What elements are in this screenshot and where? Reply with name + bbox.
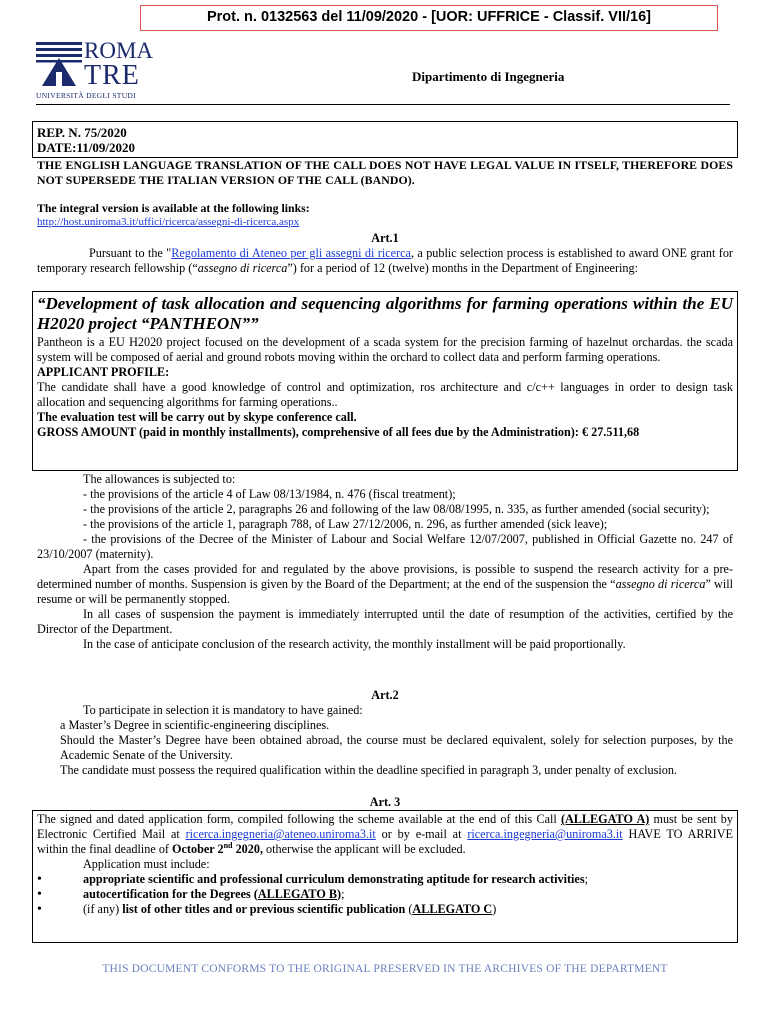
interrupt-text: In all cases of suspension the payment is immediately interrupted until the date of resumption of the activities, certified by the Director of the Department. (37, 607, 733, 636)
integral-link[interactable]: http://host.uniroma3.it/uffici/ricerca/assegni-di-ricerca.aspx (37, 216, 300, 228)
list-item: • autocertification for the Degrees (ALLEGATO B); (37, 887, 733, 902)
list-item: • appropriate scientific and professional curriculum demonstrating aptitude for research activities; (37, 872, 733, 887)
disclaimer: THE ENGLISH LANGUAGE TRANSLATION OF THE CALL DOES NOT HAVE LEGAL VALUE IN ITSELF, THEREFORE DOES NOT SUPERSEDE THE ITALIAN VERSION OF THE CALL (BANDO). (37, 158, 733, 187)
logo-tre: TRE (84, 60, 140, 91)
gross-amount: GROSS AMOUNT (paid in monthly installments), comprehensive of all fees due by the Administration): € 27.511,68 (37, 425, 640, 439)
allowances (37, 472, 733, 652)
requirements-list (37, 872, 733, 917)
email-link[interactable]: ricerca.ingegneria@uniroma3.it (467, 827, 623, 841)
rep-box (32, 121, 738, 158)
integral-label: The integral version is available at the following links: (37, 201, 310, 215)
logo-emblem-icon (36, 42, 82, 86)
footer-conformity: THIS DOCUMENT CONFORMS TO THE ORIGINAL PRESERVED IN THE ARCHIVES OF THE DEPARTMENT (102, 963, 668, 975)
protocol-stamp: Prot. n. 0132563 del 11/09/2020 - [UOR: UFFRICE - Classif. VII/16] (140, 5, 718, 31)
art2-heading: Art.2 (371, 688, 399, 702)
allowance-line: - the provisions of the article 4 of Law 08/13/1984, n. 476 (fiscal treatment); (83, 487, 456, 501)
application-box (32, 810, 738, 943)
suspension-text: Apart from the cases provided for and regulated by the above provisions, is possible to suspend the research activity for a pre-determined number of months. Suspension is given by the Board of the Department; at the end of the suspension the “assegno di ricerca” will resume or will be permanently stopped. (37, 562, 733, 606)
allowance-line: - the provisions of the Decree of the Minister of Labour and Social Welfare 12/07/2007, published in Official Gazette no. 247 of 23/10/2007 (maternity). (37, 532, 733, 561)
profile-text: The candidate shall have a good knowledge of control and optimization, ros architecture and c/c++ languages in order to design task allocation and sequencing algorithms for farming operations.. (37, 380, 733, 409)
art3-heading: Art. 3 (369, 795, 401, 809)
art2-line: To participate in selection it is mandatory to have gained: (83, 703, 363, 717)
rep-number: REP. N. 75/2020 (37, 125, 127, 140)
allowance-line: The allowances is subjected to: (83, 472, 236, 486)
pec-email-link[interactable]: ricerca.ingegneria@ateneo.uniroma3.it (185, 827, 376, 841)
profile-label: APPLICANT PROFILE: (37, 365, 170, 379)
evaluation-text: The evaluation test will be carry out by skype conference call. (37, 410, 357, 424)
list-item: • (if any) list of other titles and or previous scientific publication (ALLEGATO C) (37, 902, 733, 917)
project-description: Pantheon is a EU H2020 project focused on the development of a scada system for the precision farming of hazelnut orchardas. the scada system will be composed of aerial and ground robots moving within the orchard to collect data and perform farming operations. (37, 335, 733, 364)
integral-link-wrap (37, 215, 733, 230)
art2-line: The candidate must possess the required qualification within the deadline specified in paragraph 3, under penalty of exclusion. (60, 763, 677, 777)
rep-date: DATE:11/09/2020 (37, 140, 135, 155)
allowance-line: - the provisions of the article 1, paragraph 788, of Law 27/12/2006, n. 296, as further amended (sick leave); (83, 517, 608, 531)
logo-university: UNIVERSITÀ DEGLI STUDI (36, 91, 136, 100)
regolamento-link[interactable]: Regolamento di Ateneo per gli assegni di ricerca (171, 246, 411, 260)
must-include: Application must include: (83, 857, 210, 871)
header-divider (36, 104, 730, 105)
project-title: “Development of task allocation and sequencing algorithms for farming operations within the EU H2020 project “PANTHEON”” (37, 294, 733, 333)
art1-heading: Art.1 (371, 231, 399, 245)
art3-paragraph: The signed and dated application form, compiled following the scheme available at the end of this Call (ALLEGATO A) must be sent by Electronic Certified Mail at ricerca.ingegneria@ateneo.uniroma3.it or by e-mail at ricerca.ingegneria@uniroma3.it HAVE TO ARRIVE within the final deadline of October 2nd 2020, otherwise the applicant will be excluded. (37, 812, 733, 856)
art2-body (37, 703, 733, 778)
university-logo (36, 40, 152, 98)
department-name: Dipartimento di Ingegneria (412, 69, 565, 84)
allowance-line: - the provisions of the article 2, paragraphs 26 and following of the law 08/08/1995, n. 335, as further amended (social security); (83, 502, 710, 516)
anticipate-text: In the case of anticipate conclusion of the research activity, the monthly installment will be paid proportionally. (83, 637, 626, 651)
art2-line: a Master’s Degree in scientific-engineering disciplines. (60, 718, 330, 732)
art1-intro: Pursuant to the "Regolamento di Ateneo per gli assegni di ricerca, a public selection process is established to award ONE grant for temporary research fellowship (“assegno di ricerca”) for a period of 12 (twelve) months in the Department of Engineering: (37, 246, 733, 275)
project-box (32, 291, 738, 471)
art2-line: Should the Master’s Degree have been obtained abroad, the course must be declared equivalent, solely for selection purposes, by the Academic Senate of the University. (60, 733, 733, 762)
logo-roma: ROMA (84, 38, 154, 63)
